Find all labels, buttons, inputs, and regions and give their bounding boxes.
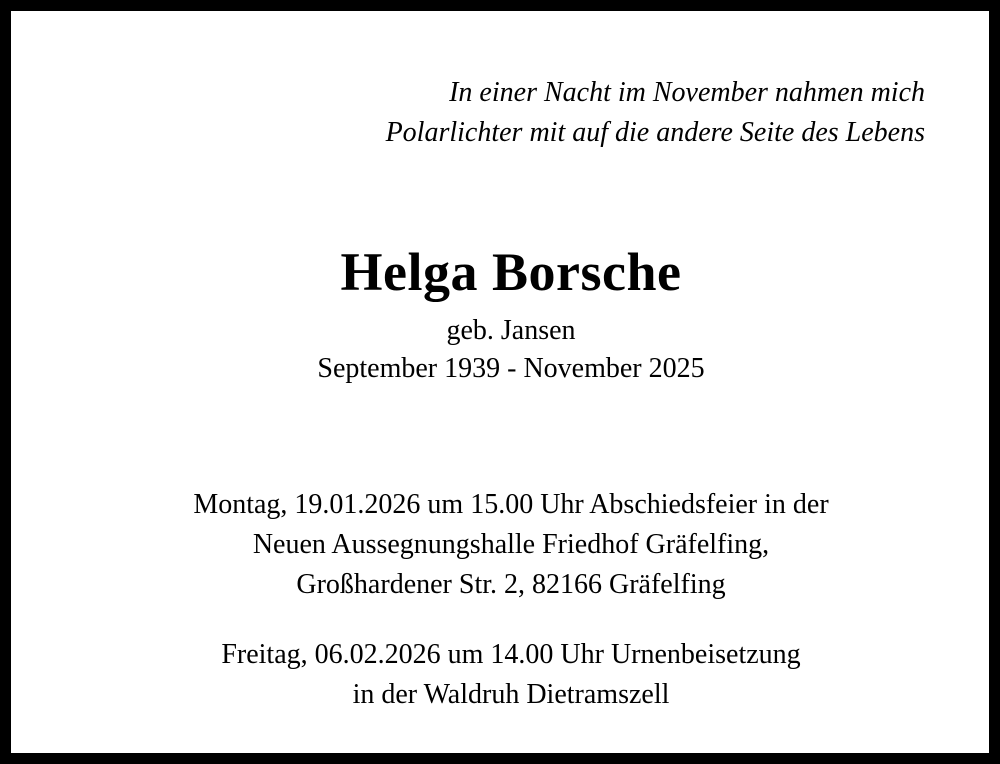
event-2-line-1: Freitag, 06.02.2026 um 14.00 Uhr Urnenbeisetzung xyxy=(221,639,801,670)
event-1-line-1: Montag, 19.01.2026 um 15.00 Uhr Abschiedsfeier in der xyxy=(193,489,829,520)
memorial-quote xyxy=(386,73,925,153)
quote-line-1: In einer Nacht im November nahmen mich xyxy=(449,77,925,108)
event-2-line-2: in der Waldruh Dietramszell xyxy=(352,679,670,710)
farewell-ceremony-info xyxy=(11,485,1000,605)
maiden-name: geb. Jansen xyxy=(446,315,576,346)
event-1-line-2: Neuen Aussegnungshalle Friedhof Gräfelfing, xyxy=(252,529,770,560)
deceased-name: Helga Borsche xyxy=(340,242,682,302)
event-1-line-3: Großhardener Str. 2, 82166 Gräfelfing xyxy=(296,569,726,600)
quote-line-2: Polarlichter mit auf die andere Seite des Lebens xyxy=(385,117,925,148)
urn-burial-info xyxy=(11,635,1000,715)
life-dates: September 1939 - November 2025 xyxy=(317,353,705,384)
